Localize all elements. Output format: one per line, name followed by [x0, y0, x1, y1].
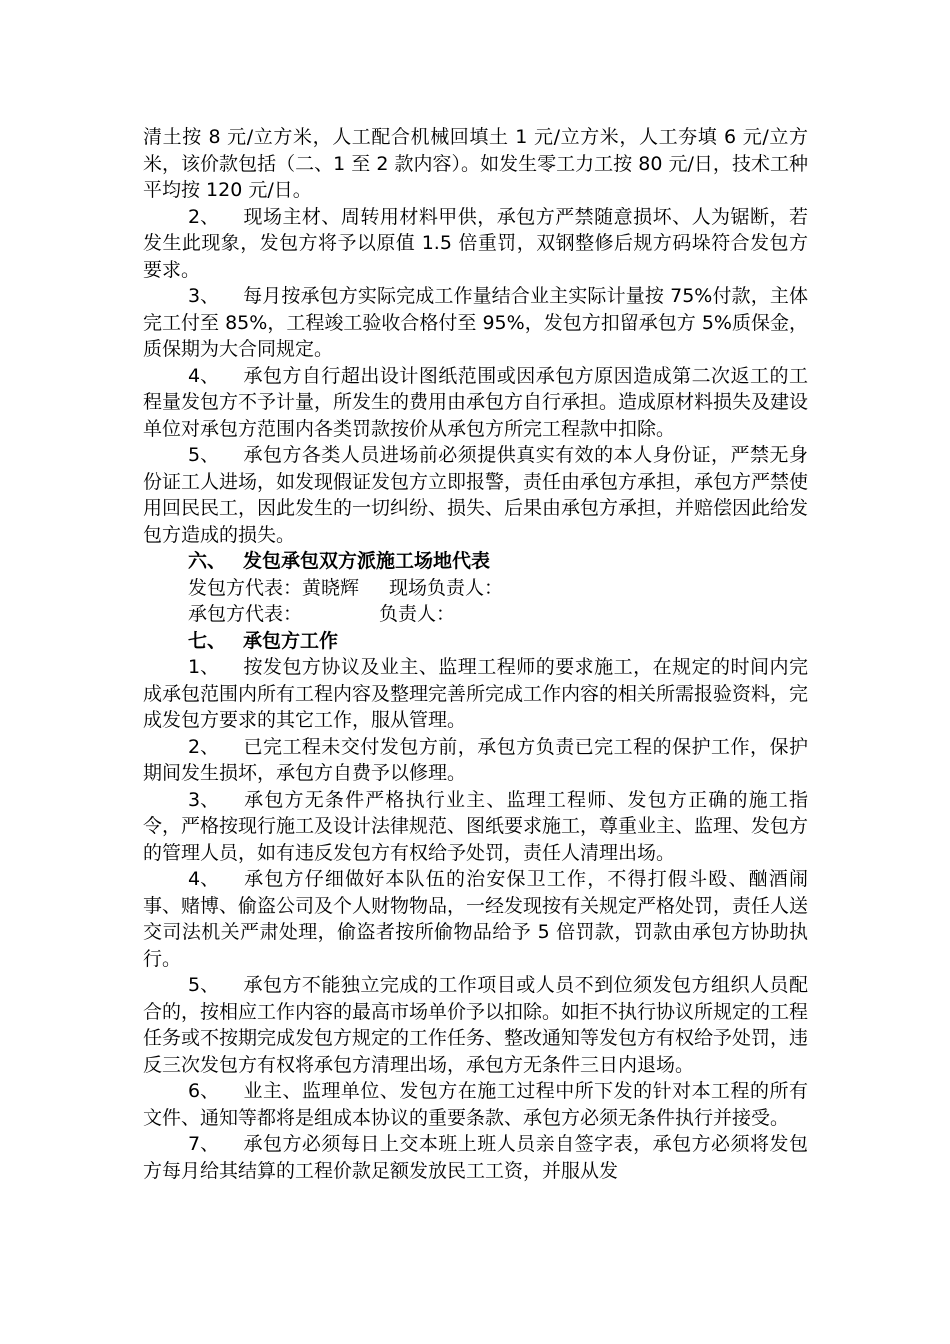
- clause-text: 按发包方协议及业主、监理工程师的要求施工，在规定的时间内完成承包范围内所有工程内容及整理完善所完成工作内容的相关所需报验资料，完成发包方要求的其它工作，服从管理。: [143, 656, 809, 731]
- clause-number: 3、: [188, 788, 220, 811]
- clause-number: 2、: [188, 205, 220, 228]
- clause-item: [143, 734, 808, 787]
- clause-item: [143, 787, 808, 867]
- clause-item: [143, 866, 808, 972]
- clause-number: 5、: [188, 974, 220, 996]
- document-body: [143, 124, 808, 1184]
- clause-text: 承包方必须每日上交本班上班人员亲自签字表，承包方必须将发包方每月给其结算的工程价款足额发放民工工资，并服从发: [143, 1133, 808, 1182]
- clause-item: [143, 442, 808, 548]
- clause-number: 1、: [188, 656, 220, 678]
- opening-paragraph: 清土按 8 元/立方米，人工配合机械回填土 1 元/立方米，人工夯填 6 元/立方米，该价款包括（二、1 至 2 款内容）。如发生零工力工按 80 元/日，技术工种平均按 120 元/日。: [143, 126, 808, 201]
- clause-item: [143, 654, 808, 734]
- clause-number: 4、: [188, 868, 220, 890]
- clause-item: [143, 1131, 808, 1184]
- clause-text: 承包方仔细做好本队伍的治安保卫工作，不得打假斗殴、酗酒闹事、赌博、偷盗公司及个人财物物品，一经发现按有关规定严格处罚，责任人送交司法机关严肃处理，偷盗者按所偷物品给予 5 倍罚款，罚款由承包方协助执行。: [143, 868, 809, 970]
- contractor-representative-line: [143, 601, 808, 628]
- clause-item: [143, 283, 808, 363]
- section-heading: [143, 628, 808, 655]
- section-title: 发包承包双方派施工场地代表: [243, 550, 491, 572]
- contractor-rep-label: 承包方代表：: [188, 603, 303, 625]
- employer-representative-line: [143, 575, 808, 602]
- clause-item: [143, 363, 808, 443]
- section-number: 六、: [188, 550, 227, 572]
- employer-site-label: 现场负责人：: [389, 576, 504, 599]
- clause-number: 6、: [188, 1080, 220, 1102]
- clause-text: 业主、监理单位、发包方在施工过程中所下发的针对本工程的所有文件、通知等都将是组成本协议的重要条款、承包方必须无条件执行并接受。: [143, 1080, 808, 1129]
- clause-text: 承包方不能独立完成的工作项目或人员不到位须发包方组织人员配合的，按相应工作内容的最高市场单价予以扣除。如拒不执行协议所规定的工程任务或不按期完成发包方规定的工作任务、整改通知等发包方有权给予处罚，违反三次发包方有权将承包方清理出场，承包方无条件三日内退场。: [143, 974, 809, 1076]
- section-title: 承包方工作: [243, 629, 339, 652]
- contractor-resp-label: 负责人：: [379, 603, 456, 625]
- clause-text: 承包方各类人员进场前必须提供真实有效的本人身份证，严禁无身份证工人进场，如发现假证发包方立即报警，责任由承包方承担，承包方严禁使用回民民工，因此发生的一切纠纷、损失、后果由承包方承担，并赔偿因此给发包方造成的损失。: [143, 444, 809, 546]
- clause-item: [143, 1078, 808, 1131]
- section-heading: [143, 548, 808, 575]
- clause-number: 4、: [188, 364, 220, 387]
- employer-rep-label: 发包方代表：黄晓辉: [188, 576, 360, 599]
- clause-text: 每月按承包方实际完成工作量结合业主实际计量按 75%付款，主体完工付至 85%，工程竣工验收合格付至 95%，发包方扣留承包方 5%质保金，质保期为大合同规定。: [143, 285, 808, 360]
- clause-number: 7、: [188, 1133, 220, 1155]
- section-number: 七、: [188, 629, 227, 652]
- clause-item: [143, 972, 808, 1078]
- clause-text: 承包方自行超出设计图纸范围或因承包方原因造成第二次返工的工程量发包方不予计量，所发生的费用由承包方自行承担。造成原材料损失及建设单位对承包方范围内各类罚款按价从承包方所完工程款中扣除。: [143, 364, 809, 440]
- clause-text: 现场主材、周转用材料甲供，承包方严禁随意损坏、人为锯断，若发生此现象，发包方将予以原值 1.5 倍重罚，双钢整修后规方码垛符合发包方要求。: [143, 205, 808, 281]
- clause-text: 已完工程未交付发包方前，承包方负责已完工程的保护工作，保护期间发生损坏，承包方自费予以修理。: [143, 735, 808, 784]
- clause-item: [143, 204, 808, 284]
- clause-number: 2、: [188, 735, 220, 758]
- clause-number: 3、: [188, 285, 220, 307]
- clause-number: 5、: [188, 444, 220, 466]
- clause-text: 承包方无条件严格执行业主、监理工程师、发包方正确的施工指令，严格按现行施工及设计法律规范、图纸要求施工，尊重业主、监理、发包方的管理人员，如有违反发包方有权给予处罚，责任人清理出场。: [143, 788, 809, 864]
